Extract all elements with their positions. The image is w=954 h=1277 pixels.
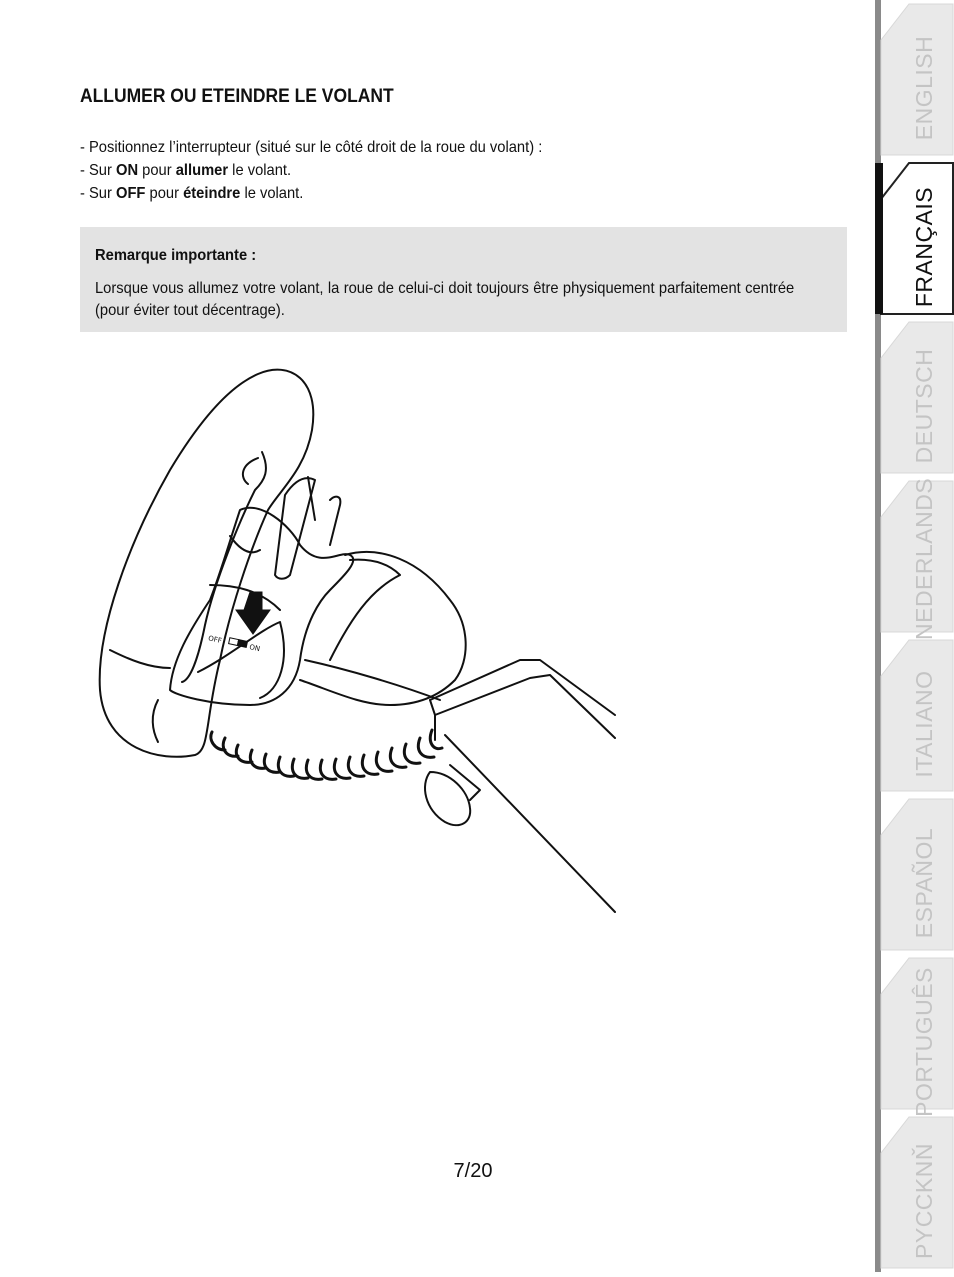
- action-off-text: éteindre: [183, 185, 241, 202]
- note-text: Lorsque vous allumez votre volant, la roue de celui-ci doit toujours être physiquement parfaitement centrée (pour éviter tout décentrage).: [95, 280, 795, 319]
- wheel-rim: [100, 370, 314, 757]
- switch-on-label: ON: [248, 643, 261, 654]
- instruction-mid: pour: [145, 185, 184, 202]
- instruction-line-3: [80, 182, 542, 205]
- switch-on-text: ON: [115, 162, 139, 179]
- page-title: ALLUMER OU ETEINDRE LE VOLANT: [80, 86, 394, 107]
- clamp-screw: [425, 772, 470, 825]
- important-note-box: [80, 227, 847, 332]
- instruction-line-2: [80, 159, 542, 182]
- instruction-suffix: le volant.: [228, 162, 292, 179]
- steering-column: [300, 552, 466, 705]
- language-label-français[interactable]: FRANÇAIS: [911, 186, 937, 307]
- instruction-prefix: - Sur: [80, 162, 116, 179]
- active-tab-indicator: [875, 163, 883, 314]
- language-label-english[interactable]: ENGLISH: [911, 35, 937, 140]
- page-number: 7/20: [453, 1160, 493, 1182]
- language-label-español[interactable]: ESPAÑOL: [911, 827, 937, 938]
- switch-housing: [198, 622, 284, 698]
- language-label-pyccknň[interactable]: PYCCKNŇ: [911, 1142, 937, 1259]
- language-label-italiano[interactable]: ITALIANO: [911, 669, 937, 778]
- note-title: Remarque importante :: [95, 247, 257, 264]
- switch-off-text: OFF: [115, 185, 146, 202]
- language-sidebar: [875, 0, 954, 1272]
- paddle-right: [330, 497, 340, 545]
- instruction-line-1: - Positionnez l’interrupteur (situé sur le côté droit de la roue du volant) :: [80, 139, 543, 156]
- action-on-text: allumer: [175, 162, 229, 179]
- instruction-mid: pour: [138, 162, 176, 179]
- instructions: [80, 136, 582, 205]
- instruction-suffix: le volant.: [240, 185, 304, 202]
- language-label-nederlands[interactable]: NEDERLANDS: [911, 477, 937, 640]
- switch-off-label: OFF: [207, 634, 223, 646]
- instruction-prefix: - Sur: [80, 185, 116, 202]
- language-label-português[interactable]: PORTUGUÊS: [911, 966, 937, 1117]
- language-label-deutsch[interactable]: DEUTSCH: [911, 348, 937, 463]
- steering-wheel-illustration: [90, 360, 620, 920]
- coiled-cable: [211, 730, 442, 779]
